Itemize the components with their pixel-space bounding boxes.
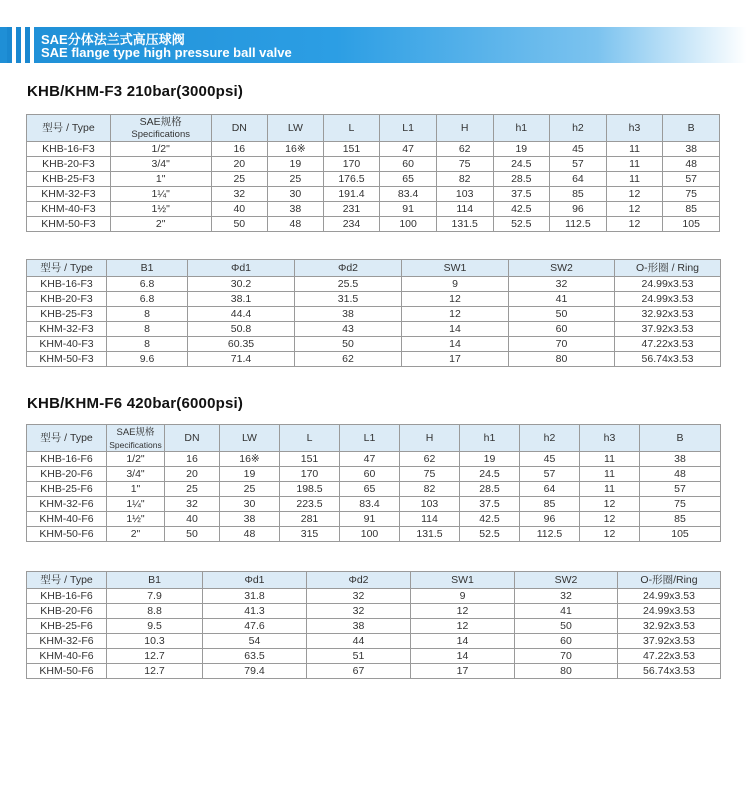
banner-title-cn: SAE分体法兰式高压球阀 [41,32,185,47]
table-row [27,337,721,352]
table-cell: 8 [107,337,188,352]
col-header-d2: Φd2 [307,572,411,589]
table-cell: 6.8 [107,277,188,292]
table-cell: 91 [340,512,400,527]
table-header-row [27,260,721,277]
type-cell: KHB-20-F3 [27,157,111,172]
table-cell: 40 [211,202,268,217]
table-cell: 12 [402,307,509,322]
table-cell: 32 [307,604,411,619]
table-cell: 41 [509,292,615,307]
spec-table-f6-sizes [26,571,721,679]
table-row [27,527,721,542]
table-cell: 2" [107,527,165,542]
table-row [27,604,721,619]
table-cell: 96 [520,512,580,527]
table-cell: 103 [436,187,493,202]
table-cell: 12 [402,292,509,307]
col-header-b1: B1 [107,572,203,589]
table-cell: 12 [580,512,640,527]
table-cell: 70 [515,649,618,664]
type-cell: KHM-50-F3 [27,217,111,232]
col-header-b1: B1 [107,260,188,277]
col-header-sw2: SW2 [515,572,618,589]
table-cell: 57 [640,482,721,497]
table-cell: 80 [515,664,618,679]
table-cell: 30 [268,187,324,202]
table-cell: 16 [165,452,220,467]
type-cell: KHM-50-F6 [27,527,107,542]
table-cell: 12 [411,619,515,634]
col-header-oring: O-形圈 / Ring [615,260,721,277]
col-header-lw: LW [220,425,280,452]
col-header-l: L [323,115,380,142]
table-row [27,202,720,217]
table-cell: 1" [110,172,211,187]
table-header-row [27,115,720,142]
table-cell: 64 [520,482,580,497]
table-row [27,482,721,497]
col-header-dn: DN [211,115,268,142]
table-cell: 47.22x3.53 [618,649,721,664]
table-cell: 16 [211,142,268,157]
table-cell: 38 [295,307,402,322]
table-cell: 31.8 [203,589,307,604]
table-cell: 1¼" [107,497,165,512]
table-cell: 151 [323,142,380,157]
table-cell: 51 [307,649,411,664]
table-cell: 151 [280,452,340,467]
section-title-f3: KHB/KHM-F3 210bar(3000psi) [27,83,244,100]
table-cell: 3/4" [107,467,165,482]
table-cell: 30 [220,497,280,512]
table-cell: 131.5 [400,527,460,542]
table-cell: 12 [411,604,515,619]
col-header-h2: h2 [550,115,607,142]
table-cell: 60.35 [188,337,295,352]
table-cell: 1½" [107,512,165,527]
table-cell: 32 [307,589,411,604]
table-cell: 170 [323,157,380,172]
table-cell: 24.5 [460,467,520,482]
table-cell: 14 [411,649,515,664]
table-cell: 47.22x3.53 [615,337,721,352]
col-header-b: B [663,115,720,142]
table-cell: 11 [606,157,663,172]
table-row [27,322,721,337]
table-cell: 44.4 [188,307,295,322]
type-cell: KHB-16-F6 [27,589,107,604]
col-header-sw2: SW2 [509,260,615,277]
table-cell: 12 [580,527,640,542]
table-cell: 62 [400,452,460,467]
col-header-type: 型号 / Type [27,425,107,452]
table-cell: 14 [402,337,509,352]
table-cell: 65 [340,482,400,497]
table-cell: 3/4" [110,157,211,172]
type-cell: KHB-25-F3 [27,172,111,187]
table-cell: 12.7 [107,664,203,679]
table-cell: 12.7 [107,649,203,664]
table-cell: 9 [402,277,509,292]
col-header-d1: Φd1 [203,572,307,589]
table-cell: 60 [515,634,618,649]
table-row [27,649,721,664]
col-header-type: 型号 / Type [27,572,107,589]
table-cell: 32 [515,589,618,604]
type-cell: KHM-40-F6 [27,649,107,664]
type-cell: KHM-32-F6 [27,634,107,649]
type-cell: KHB-16-F6 [27,452,107,467]
col-header-d1: Φd1 [188,260,295,277]
table-cell: 24.99x3.53 [618,589,721,604]
type-cell: KHM-40-F6 [27,512,107,527]
table-cell: 6.8 [107,292,188,307]
sae-label-en: Specifications [109,439,162,450]
table-cell: 12 [606,217,663,232]
table-cell: 31.5 [295,292,402,307]
col-header-h2: h2 [520,425,580,452]
table-cell: 2" [110,217,211,232]
table-cell: 47.6 [203,619,307,634]
table-cell: 20 [165,467,220,482]
spec-table-f3-dimensions [26,114,720,232]
table-cell: 75 [640,497,721,512]
table-cell: 64 [550,172,607,187]
table-cell: 114 [436,202,493,217]
table-cell: 83.4 [380,187,437,202]
table-cell: 85 [640,512,721,527]
table-cell: 20 [211,157,268,172]
col-header-type: 型号 / Type [27,260,107,277]
col-header-b: B [640,425,721,452]
sae-label-en: Specifications [131,128,190,140]
col-header-h: H [400,425,460,452]
table-cell: 54 [203,634,307,649]
type-cell: KHM-40-F3 [27,202,111,217]
type-cell: KHB-25-F3 [27,307,107,322]
sae-label-cn: SAE规格 [139,115,182,128]
sae-label-cn: SAE规格 [116,426,155,438]
table-row [27,217,720,232]
table-cell: 38 [307,619,411,634]
table-cell: 100 [340,527,400,542]
table-cell: 11 [580,467,640,482]
table-cell: 112.5 [520,527,580,542]
table-cell: 45 [520,452,580,467]
table-cell: 234 [323,217,380,232]
table-cell: 91 [380,202,437,217]
table-cell: 1" [107,482,165,497]
table-cell: 1½" [110,202,211,217]
table-cell: 83.4 [340,497,400,512]
type-cell: KHM-50-F6 [27,664,107,679]
type-cell: KHM-40-F3 [27,337,107,352]
table-row [27,142,720,157]
table-cell: 70 [509,337,615,352]
table-cell: 14 [402,322,509,337]
col-header-type: 型号 / Type [27,115,111,142]
col-header-h1: h1 [493,115,550,142]
table-row [27,452,721,467]
type-cell: KHB-20-F3 [27,292,107,307]
table-cell: 80 [509,352,615,367]
table-cell: 57 [663,172,720,187]
table-cell: 14 [411,634,515,649]
col-header-h3: h3 [606,115,663,142]
table-cell: 19 [268,157,324,172]
table-cell: 105 [640,527,721,542]
table-cell: 63.5 [203,649,307,664]
table-cell: 82 [436,172,493,187]
table-cell: 48 [640,467,721,482]
table-cell: 11 [606,142,663,157]
table-cell: 12 [606,202,663,217]
col-header-sae [110,115,211,142]
spec-table-f6-dimensions [26,424,721,542]
table-cell: 75 [436,157,493,172]
table-cell: 9 [411,589,515,604]
table-cell: 8 [107,307,188,322]
table-cell: 50.8 [188,322,295,337]
table-cell: 191.4 [323,187,380,202]
table-cell: 176.5 [323,172,380,187]
table-cell: 85 [550,187,607,202]
col-header-sw1: SW1 [411,572,515,589]
table-cell: 82 [400,482,460,497]
table-cell: 8.8 [107,604,203,619]
col-header-h: H [436,115,493,142]
table-cell: 45 [550,142,607,157]
table-row [27,277,721,292]
table-cell: 57 [550,157,607,172]
page-banner [0,27,747,63]
table-cell: 19 [493,142,550,157]
table-cell: 19 [220,467,280,482]
table-cell: 50 [165,527,220,542]
table-cell: 37.92x3.53 [615,322,721,337]
table-cell: 12 [580,497,640,512]
table-row [27,619,721,634]
table-cell: 17 [411,664,515,679]
table-cell: 25 [165,482,220,497]
col-header-l1: L1 [340,425,400,452]
table-cell: 105 [663,217,720,232]
type-cell: KHB-25-F6 [27,482,107,497]
table-cell: 25 [211,172,268,187]
table-cell: 48 [220,527,280,542]
table-cell: 71.4 [188,352,295,367]
table-cell: 38 [220,512,280,527]
table-cell: 10.3 [107,634,203,649]
banner-title-en: SAE flange type high pressure ball valve [41,45,292,60]
table-cell: 37.92x3.53 [618,634,721,649]
table-cell: 24.99x3.53 [618,604,721,619]
table-cell: 44 [307,634,411,649]
table-cell: 1¼" [110,187,211,202]
table-cell: 28.5 [493,172,550,187]
table-cell: 41 [515,604,618,619]
col-header-h1: h1 [460,425,520,452]
table-cell: 56.74x3.53 [618,664,721,679]
table-cell: 60 [340,467,400,482]
table-cell: 50 [211,217,268,232]
table-row [27,172,720,187]
type-cell: KHB-20-F6 [27,604,107,619]
table-cell: 25 [268,172,324,187]
table-cell: 42.5 [460,512,520,527]
table-cell: 75 [663,187,720,202]
table-cell: 16※ [220,452,280,467]
table-row [27,634,721,649]
table-cell: 19 [460,452,520,467]
table-cell: 38 [268,202,324,217]
table-cell: 25 [220,482,280,497]
col-header-oring: O-形圈/Ring [618,572,721,589]
table-cell: 67 [307,664,411,679]
table-row [27,497,721,512]
col-header-sw1: SW1 [402,260,509,277]
table-cell: 16※ [268,142,324,157]
table-cell: 60 [380,157,437,172]
table-cell: 75 [400,467,460,482]
type-cell: KHB-20-F6 [27,467,107,482]
table-row [27,589,721,604]
table-cell: 223.5 [280,497,340,512]
type-cell: KHM-32-F3 [27,187,111,202]
table-cell: 32.92x3.53 [615,307,721,322]
table-cell: 24.99x3.53 [615,277,721,292]
table-cell: 37.5 [493,187,550,202]
table-cell: 231 [323,202,380,217]
table-cell: 50 [509,307,615,322]
type-cell: KHM-32-F3 [27,322,107,337]
col-header-d2: Φd2 [295,260,402,277]
table-cell: 114 [400,512,460,527]
table-cell: 47 [380,142,437,157]
table-cell: 38 [640,452,721,467]
table-row [27,157,720,172]
table-cell: 62 [436,142,493,157]
table-cell: 281 [280,512,340,527]
table-cell: 85 [520,497,580,512]
table-cell: 85 [663,202,720,217]
table-cell: 41.3 [203,604,307,619]
table-cell: 198.5 [280,482,340,497]
table-cell: 315 [280,527,340,542]
table-cell: 103 [400,497,460,512]
table-header-row [27,572,721,589]
section-title-f6: KHB/KHM-F6 420bar(6000psi) [27,395,244,412]
table-cell: 24.5 [493,157,550,172]
table-header-row [27,425,721,452]
table-cell: 62 [295,352,402,367]
table-cell: 112.5 [550,217,607,232]
table-cell: 38 [663,142,720,157]
table-cell: 56.74x3.53 [615,352,721,367]
table-cell: 30.2 [188,277,295,292]
table-cell: 170 [280,467,340,482]
table-cell: 12 [606,187,663,202]
table-cell: 131.5 [436,217,493,232]
col-header-dn: DN [165,425,220,452]
table-cell: 47 [340,452,400,467]
table-row [27,664,721,679]
table-row [27,512,721,527]
spec-table-f3-sizes [26,259,721,367]
table-cell: 38.1 [188,292,295,307]
table-row [27,352,721,367]
banner-stripe-gap [30,27,34,63]
table-cell: 37.5 [460,497,520,512]
col-header-l: L [280,425,340,452]
table-cell: 28.5 [460,482,520,497]
type-cell: KHM-50-F3 [27,352,107,367]
table-cell: 57 [520,467,580,482]
table-cell: 96 [550,202,607,217]
table-cell: 7.9 [107,589,203,604]
table-cell: 24.99x3.53 [615,292,721,307]
table-cell: 100 [380,217,437,232]
table-cell: 79.4 [203,664,307,679]
table-cell: 11 [606,172,663,187]
col-header-l1: L1 [380,115,437,142]
table-cell: 48 [268,217,324,232]
table-row [27,187,720,202]
table-cell: 60 [509,322,615,337]
table-cell: 32 [211,187,268,202]
col-header-sae [107,425,165,452]
table-row [27,467,721,482]
table-cell: 9.5 [107,619,203,634]
table-cell: 65 [380,172,437,187]
table-cell: 40 [165,512,220,527]
table-cell: 32.92x3.53 [618,619,721,634]
table-cell: 11 [580,482,640,497]
col-header-lw: LW [268,115,324,142]
table-cell: 9.6 [107,352,188,367]
table-row [27,307,721,322]
table-cell: 52.5 [460,527,520,542]
table-cell: 48 [663,157,720,172]
type-cell: KHB-25-F6 [27,619,107,634]
table-cell: 50 [295,337,402,352]
table-row [27,292,721,307]
table-cell: 32 [509,277,615,292]
table-cell: 43 [295,322,402,337]
table-cell: 50 [515,619,618,634]
table-cell: 25.5 [295,277,402,292]
table-cell: 52.5 [493,217,550,232]
table-cell: 17 [402,352,509,367]
type-cell: KHB-16-F3 [27,277,107,292]
col-header-h3: h3 [580,425,640,452]
table-cell: 1/2" [107,452,165,467]
table-cell: 8 [107,322,188,337]
table-cell: 42.5 [493,202,550,217]
type-cell: KHB-16-F3 [27,142,111,157]
type-cell: KHM-32-F6 [27,497,107,512]
table-cell: 1/2" [110,142,211,157]
table-cell: 11 [580,452,640,467]
table-cell: 32 [165,497,220,512]
